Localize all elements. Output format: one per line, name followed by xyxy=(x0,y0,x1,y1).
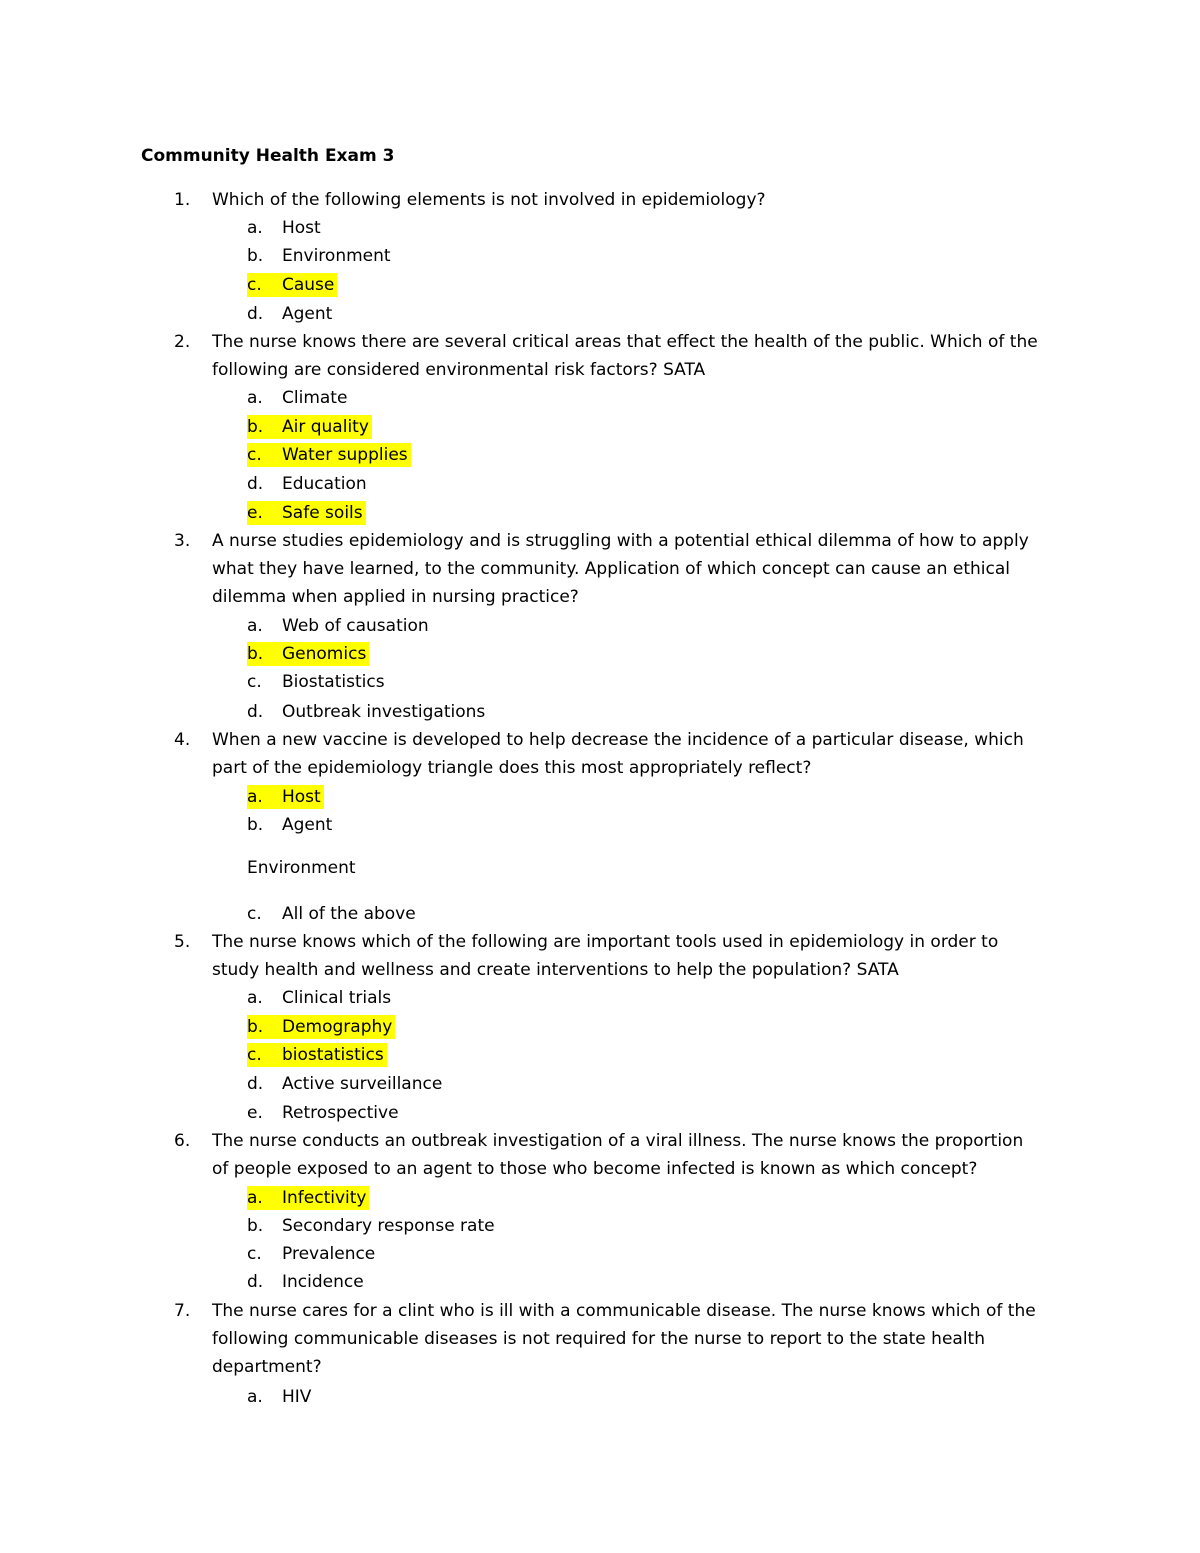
option-text: Climate xyxy=(282,388,348,408)
option-letter: b. xyxy=(247,815,264,835)
option-letter: a. xyxy=(247,388,263,408)
question-text: department? xyxy=(212,1357,322,1377)
option-text: Agent xyxy=(282,304,333,324)
option-letter: c. xyxy=(247,1045,262,1065)
option-text: biostatistics xyxy=(282,1045,384,1065)
option-text: Infectivity xyxy=(282,1188,367,1208)
question-number: 2. xyxy=(174,332,191,352)
answer-option xyxy=(247,614,432,638)
question-text: The nurse knows which of the following are important tools used in epidemiology in order to xyxy=(212,932,999,952)
answer-option xyxy=(247,216,324,240)
answer-option xyxy=(247,472,370,496)
option-letter: d. xyxy=(247,702,264,722)
option-text: Secondary response rate xyxy=(282,1216,495,1236)
highlighted-answer-option xyxy=(247,443,411,467)
highlighted-answer-option xyxy=(247,642,369,666)
answer-option xyxy=(247,1242,378,1266)
option-letter: b. xyxy=(247,644,264,664)
document-title: Community Health Exam 3 xyxy=(141,146,395,166)
option-text: Air quality xyxy=(282,417,369,437)
highlighted-answer-option xyxy=(247,415,372,439)
option-text: Cause xyxy=(282,275,335,295)
option-text: Biostatistics xyxy=(282,672,385,692)
option-text: Web of causation xyxy=(282,616,429,636)
answer-option xyxy=(247,1072,445,1096)
option-text: Safe soils xyxy=(282,503,363,523)
answer-option xyxy=(247,386,350,410)
question-number: 3. xyxy=(174,531,191,551)
highlighted-answer-option xyxy=(247,785,324,809)
answer-option xyxy=(247,813,335,837)
answer-option xyxy=(247,902,419,926)
option-letter: b. xyxy=(247,1216,264,1236)
option-letter: c. xyxy=(247,1244,262,1264)
question-number: 6. xyxy=(174,1131,191,1151)
option-letter: b. xyxy=(247,246,264,266)
option-text: Retrospective xyxy=(282,1103,399,1123)
option-text: Active surveillance xyxy=(282,1074,443,1094)
option-text: Education xyxy=(282,474,367,494)
question-number: 4. xyxy=(174,730,191,750)
question-text: A nurse studies epidemiology and is struggling with a potential ethical dilemma of how to apply xyxy=(212,531,1029,551)
option-text: Host xyxy=(282,218,321,238)
option-text: Clinical trials xyxy=(282,988,392,1008)
question-text: part of the epidemiology triangle does this most appropriately reflect? xyxy=(212,758,812,778)
highlighted-answer-option xyxy=(247,273,337,297)
option-letter: d. xyxy=(247,474,264,494)
option-letter: e. xyxy=(247,503,263,523)
question-number: 5. xyxy=(174,932,191,952)
option-letter: c. xyxy=(247,445,262,465)
option-text: Host xyxy=(282,787,321,807)
option-letter: a. xyxy=(247,616,263,636)
answer-option xyxy=(247,1385,314,1409)
option-letter: d. xyxy=(247,1272,264,1292)
option-letter: a. xyxy=(247,1387,263,1407)
question-text: The nurse cares for a clint who is ill with a communicable disease. The nurse knows which of the xyxy=(212,1301,1036,1321)
option-letter: a. xyxy=(247,787,263,807)
option-letter: c. xyxy=(247,672,262,692)
option-text: HIV xyxy=(282,1387,312,1407)
option-text: Outbreak investigations xyxy=(282,702,486,722)
option-text: All of the above xyxy=(282,904,416,924)
question-number: 1. xyxy=(174,190,191,210)
answer-option xyxy=(247,700,488,724)
option-text: Environment xyxy=(282,246,391,266)
option-text: Water supplies xyxy=(282,445,408,465)
option-letter: b. xyxy=(247,1017,264,1037)
highlighted-answer-option xyxy=(247,501,366,525)
option-letter: c. xyxy=(247,904,262,924)
answer-option xyxy=(247,986,394,1010)
question-text: study health and wellness and create interventions to help the population? SATA xyxy=(212,960,899,980)
question-text: The nurse knows there are several critical areas that effect the health of the public. Which of the xyxy=(212,332,1038,352)
highlighted-answer-option xyxy=(247,1043,387,1067)
answer-option xyxy=(247,670,388,694)
question-text: of people exposed to an agent to those who become infected is known as which concept? xyxy=(212,1159,978,1179)
option-letter: d. xyxy=(247,304,264,324)
question-text: The nurse conducts an outbreak investigation of a viral illness. The nurse knows the proportion xyxy=(212,1131,1024,1151)
question-text: following communicable diseases is not required for the nurse to report to the state health xyxy=(212,1329,985,1349)
question-text: what they have learned, to the community. Application of which concept can cause an ethical xyxy=(212,559,1010,579)
option-letter: c. xyxy=(247,275,262,295)
highlighted-answer-option xyxy=(247,1186,369,1210)
option-text: Genomics xyxy=(282,644,367,664)
highlighted-answer-option xyxy=(247,1015,395,1039)
answer-option xyxy=(247,302,335,326)
answer-option xyxy=(247,1270,367,1294)
option-text: Agent xyxy=(282,815,333,835)
answer-option xyxy=(247,244,394,268)
option-letter: a. xyxy=(247,988,263,1008)
answer-option xyxy=(247,1101,402,1125)
question-number: 7. xyxy=(174,1301,191,1321)
stray-option-text: Environment xyxy=(247,858,356,878)
option-letter: e. xyxy=(247,1103,263,1123)
question-text: When a new vaccine is developed to help decrease the incidence of a particular disease, which xyxy=(212,730,1024,750)
question-text: dilemma when applied in nursing practice? xyxy=(212,587,579,607)
option-text: Demography xyxy=(282,1017,393,1037)
option-letter: a. xyxy=(247,1188,263,1208)
option-text: Prevalence xyxy=(282,1244,376,1264)
option-letter: d. xyxy=(247,1074,264,1094)
question-text: Which of the following elements is not involved in epidemiology? xyxy=(212,190,766,210)
option-letter: b. xyxy=(247,417,264,437)
option-letter: a. xyxy=(247,218,263,238)
question-text: following are considered environmental risk factors? SATA xyxy=(212,360,706,380)
answer-option xyxy=(247,1214,498,1238)
option-text: Incidence xyxy=(282,1272,364,1292)
